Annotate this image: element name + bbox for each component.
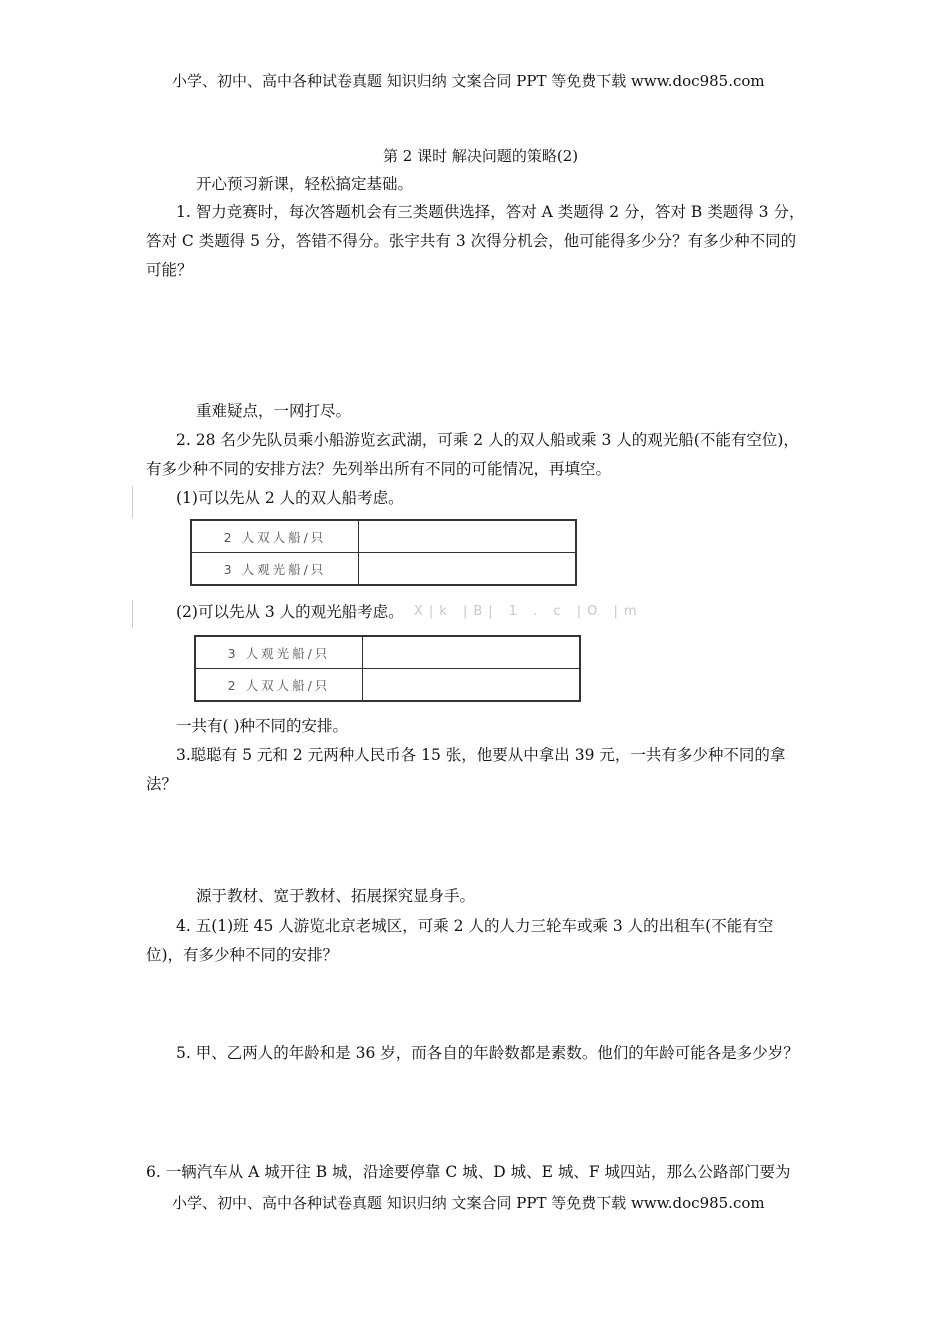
question-5: 5. 甲、乙两人的年龄和是 36 岁，而各自的年龄数都是素数。他们的年龄可能各是多少岁？ [176, 1044, 799, 1062]
page-footer: 小学、初中、高中各种试卷真题 知识归纳 文案合同 PPT 等免费下载 www.doc985.com [172, 1194, 765, 1212]
table-row [195, 669, 580, 702]
table-row [195, 636, 580, 669]
table-cell-label: 3 人观光船/只 [195, 636, 363, 669]
table-cell-answer[interactable] [359, 553, 577, 586]
question-2: 2. 28 名少先队员乘小船游览玄武湖，可乘 2 人的双人船或乘 3 人的观光船(不能有空位)，有多少种不同的安排方法？先列举出所有不同的可能情况，再填空。 [146, 431, 799, 478]
question-2-total: 一共有( )种不同的安排。 [176, 717, 349, 735]
table-cell-label: 2 人双人船/只 [195, 669, 363, 702]
table-row [191, 520, 576, 553]
question-6: 6. 一辆汽车从 A 城开往 B 城，沿途要停靠 C 城、D 城、E 城、F 城四站，那么公路部门要为 [146, 1163, 791, 1181]
question-2-part-2: (2)可以先从 3 人的观光船考虑。 [176, 603, 404, 621]
table-cell-answer[interactable] [359, 520, 577, 553]
table-three-person-first [194, 635, 581, 702]
watermark-text: X|k |B| 1 . c |O |m [414, 604, 643, 619]
page-title: 第 2 课时 解决问题的策略(2) [383, 147, 579, 165]
page-header: 小学、初中、高中各种试卷真题 知识归纳 文案合同 PPT 等免费下载 www.doc985.com [172, 72, 765, 90]
question-4: 4. 五(1)班 45 人游览北京老城区，可乘 2 人的人力三轮车或乘 3 人的出租车(不能有空位)，有多少种不同的安排？ [146, 917, 774, 964]
table-cell-label: 3 人观光船/只 [191, 553, 359, 586]
question-2-part-1: (1)可以先从 2 人的双人船考虑。 [176, 489, 404, 507]
table-row [191, 553, 576, 586]
question-3: 3.聪聪有 5 元和 2 元两种人民币各 15 张，他要从中拿出 39 元，一共有多少种不同的拿法？ [146, 746, 786, 793]
table-cell-label: 2 人双人船/只 [191, 520, 359, 553]
margin-mark [132, 486, 133, 518]
section-extend: 源于教材、宽于教材、拓展探究显身手。 [196, 887, 476, 905]
question-1: 1. 智力竞赛时，每次答题机会有三类题供选择，答对 A 类题得 2 分，答对 B 类题得 3 分，答对 C 类题得 5 分，答错不得分。张宇共有 3 次得分机会，他可能得多少分？有多少种不同的可能？ [146, 203, 805, 279]
table-cell-answer[interactable] [363, 669, 581, 702]
table-two-person-first [190, 519, 577, 586]
section-difficult: 重难疑点，一网打尽。 [196, 402, 352, 420]
section-preview: 开心预习新课，轻松搞定基础。 [196, 175, 414, 193]
table-cell-answer[interactable] [363, 636, 581, 669]
margin-mark [132, 600, 133, 628]
